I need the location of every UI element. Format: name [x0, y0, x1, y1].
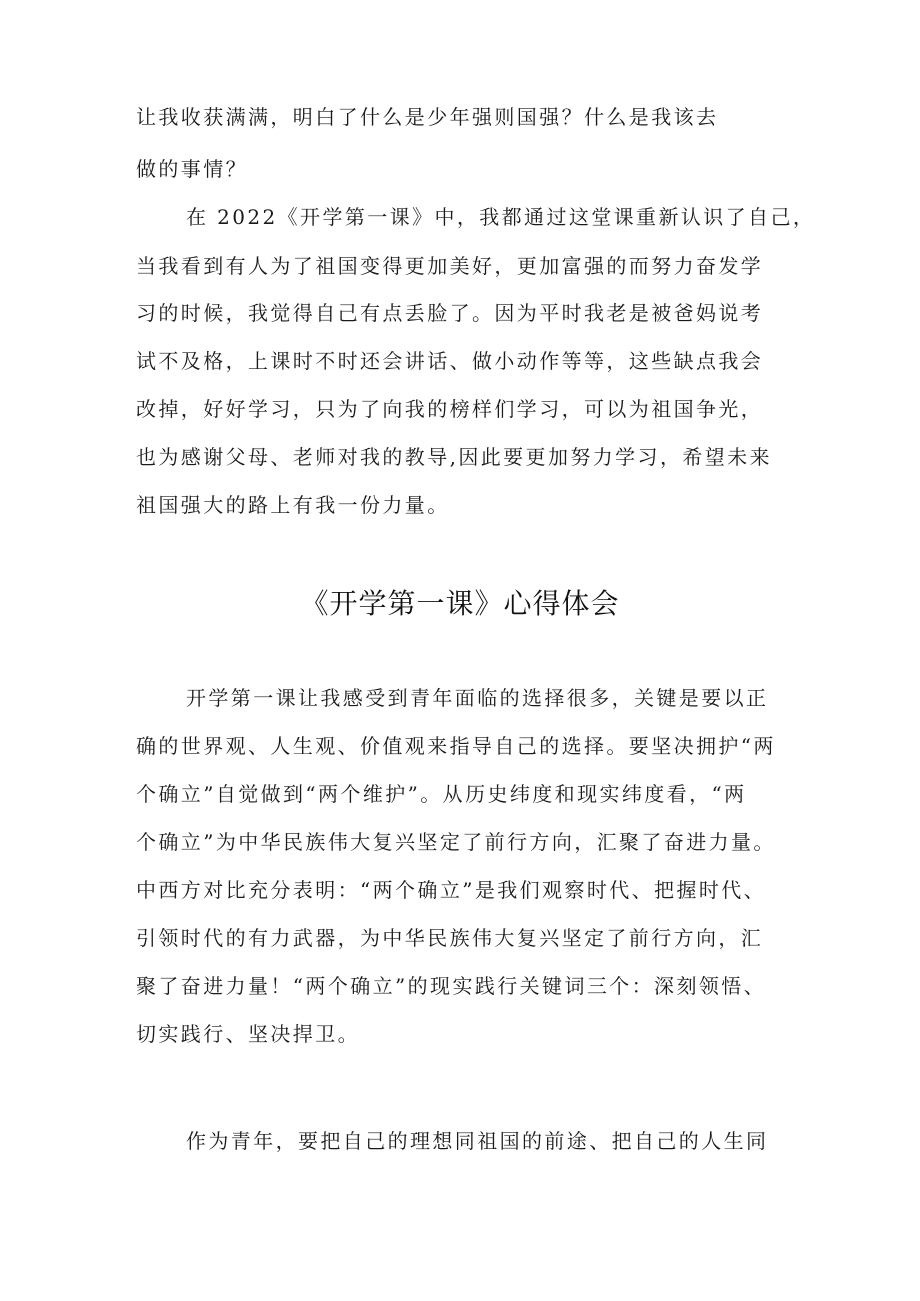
paragraph-line: 当我看到有人为了祖国变得更加美好，更加富强的而努力奋发学 [136, 254, 764, 278]
paragraph-line: 做的事情？ [136, 157, 248, 181]
paragraph-line: 在 2022《开学第一课》中，我都通过这堂课重新认识了自己， [186, 205, 816, 229]
paragraph-line: 也为感谢父母、老师对我的教导,因此要更加努力学习，希望未来 [136, 445, 772, 469]
paragraph-line: 引领时代的有力武器，为中华民族伟大复兴坚定了前行方向，汇 [136, 926, 764, 950]
paragraph-line: 个确立”自觉做到“两个维护”。从历史纬度和现实纬度看，“两 [136, 782, 747, 806]
paragraph-line: 改掉，好好学习，只为了向我的榜样们学习，可以为祖国争光， [136, 397, 764, 421]
paragraph-line: 试不及格，上课时不时还会讲话、做小动作等等，这些缺点我会 [136, 349, 764, 373]
paragraph-line: 个确立”为中华民族伟大复兴坚定了前行方向，汇聚了奋进力量。 [136, 830, 776, 854]
paragraph-line: 开学第一课让我感受到青年面临的选择很多，关键是要以正 [186, 686, 769, 710]
paragraph-line: 聚了奋进力量！“两个确立”的现实践行关键词三个：深刻领悟、 [136, 974, 767, 998]
paragraph-line: 中西方对比充分表明：“两个确立”是我们观察时代、把握时代、 [136, 878, 767, 902]
paragraph-line: 作为青年，要把自己的理想同祖国的前途、把自己的人生同 [186, 1129, 769, 1153]
section-title: 《开学第一课》心得体会 [300, 587, 620, 620]
paragraph-line: 切实践行、坚决捍卫。 [136, 1022, 360, 1046]
paragraph-line: 祖国强大的路上有我一份力量。 [136, 493, 450, 517]
paragraph-line: 确的世界观、人生观、价值观来指导自己的选择。要坚决拥护“两 [136, 734, 776, 758]
paragraph-line: 习的时候，我觉得自己有点丢脸了。因为平时我老是被爸妈说考 [136, 301, 764, 325]
paragraph-line: 让我收获满满，明白了什么是少年强则国强？什么是我该去 [136, 105, 719, 129]
